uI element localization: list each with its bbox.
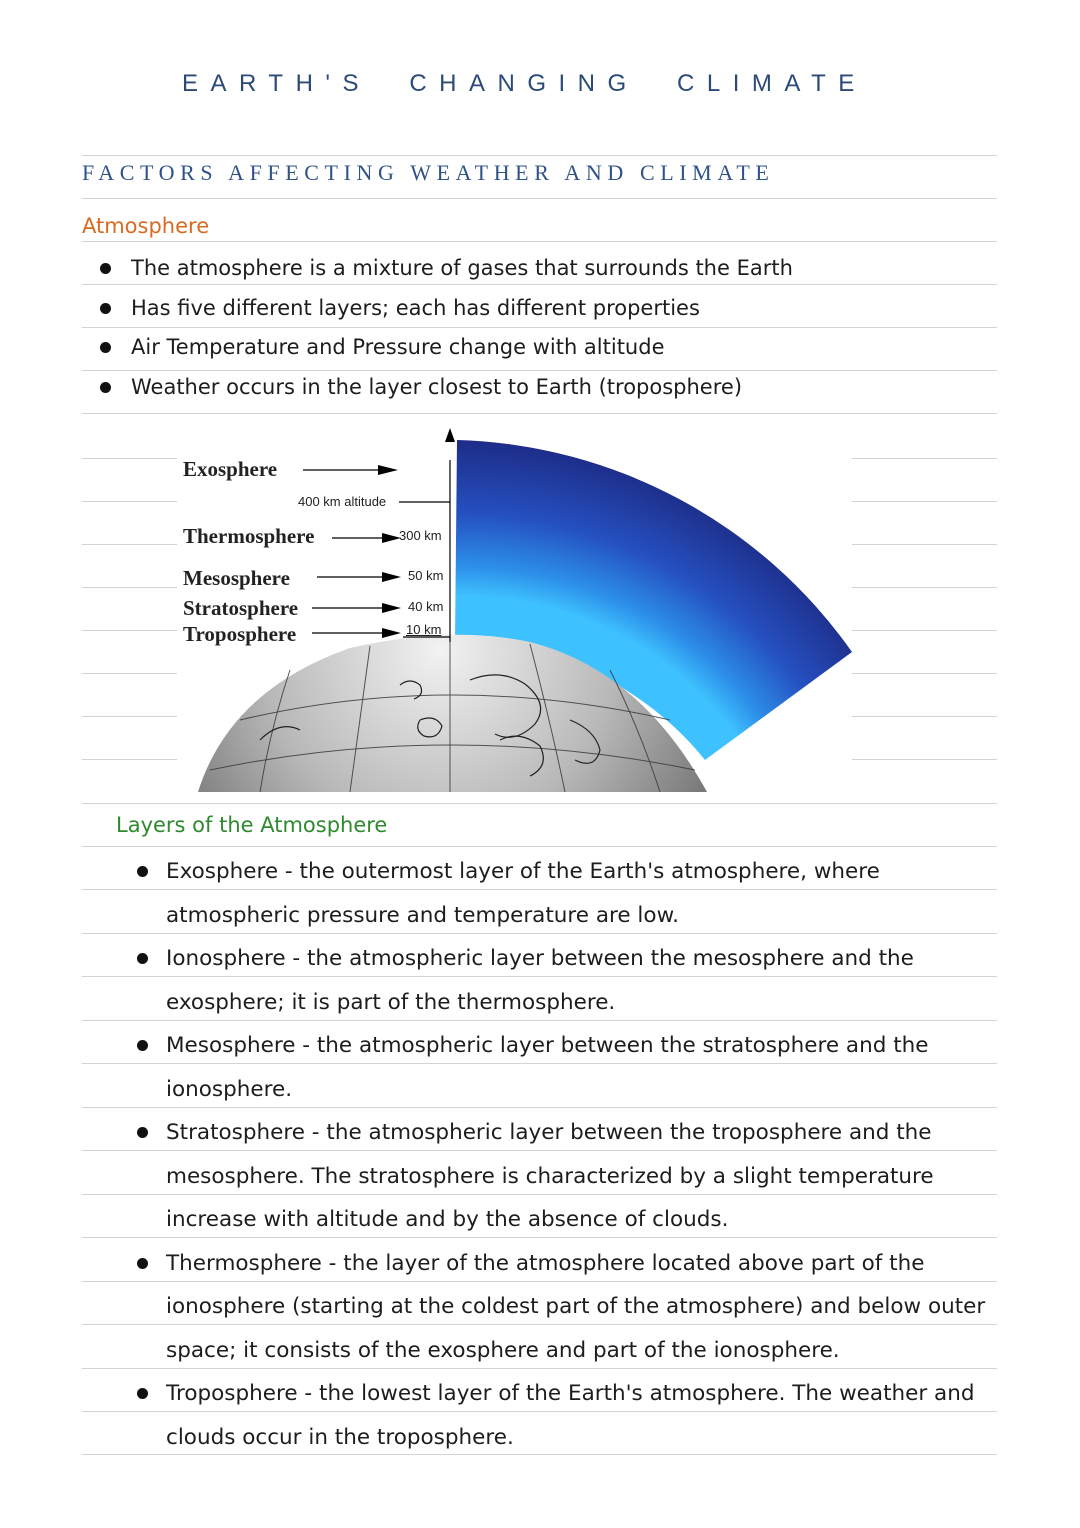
list-item: Troposphere - the lowest layer of the Earth's atmosphere. The weather and clouds occur in the troposphere.: [166, 1372, 1006, 1459]
label-exosphere: Exosphere: [183, 457, 278, 481]
layers-definition-list: [166, 850, 1006, 1459]
section-title: FACTORS AFFECTING WEATHER AND CLIMATE: [82, 160, 775, 185]
altitude-300: 300 km: [399, 528, 442, 543]
divider: [82, 155, 997, 156]
ruled-line: [82, 501, 177, 502]
list-item: Mesosphere - the atmospheric layer between the stratosphere and the ionosphere.: [166, 1024, 1006, 1111]
pointer-arrowheads: [378, 465, 401, 638]
list-item: Thermosphere - the layer of the atmosphere located above part of the ionosphere (starting at the coldest part of the atmosphere) and below outer space; it consists of the exosphere and part of the ionosphere.: [166, 1242, 1006, 1373]
label-stratosphere: Stratosphere: [183, 596, 299, 620]
ruled-line: [82, 673, 177, 674]
list-item: Has five different layers; each has different properties: [131, 289, 793, 329]
list-item: Air Temperature and Pressure change with altitude: [131, 328, 793, 368]
ruled-line: [82, 458, 177, 459]
label-mesosphere: Mesosphere: [183, 566, 290, 590]
atmosphere-layers-diagram: [170, 420, 870, 795]
ruled-line: [852, 587, 997, 588]
ruled-line: [82, 544, 177, 545]
altitude-400: 400 km altitude: [298, 494, 387, 509]
altitude-10: 10 km: [406, 622, 442, 637]
atmosphere-heading: Atmosphere: [82, 214, 210, 238]
ruled-line: [852, 759, 997, 760]
list-item: The atmosphere is a mixture of gases that surrounds the Earth: [131, 249, 793, 289]
altitude-40: 40 km: [408, 599, 444, 614]
ruled-line: [82, 803, 997, 804]
label-thermosphere: Thermosphere: [183, 524, 315, 548]
ruled-line: [852, 630, 997, 631]
ruled-line: [852, 544, 997, 545]
ruled-line: [82, 241, 997, 242]
ruled-line: [82, 846, 997, 847]
ruled-line: [82, 630, 177, 631]
altitude-50: 50 km: [408, 568, 444, 583]
list-item: Exosphere - the outermost layer of the Earth's atmosphere, where atmospheric pressure and temperature are low.: [166, 850, 1006, 937]
ruled-line: [852, 673, 997, 674]
ruled-line: [852, 458, 997, 459]
list-item: Weather occurs in the layer closest to Earth (troposphere): [131, 368, 793, 408]
divider: [82, 198, 997, 199]
ruled-line: [82, 759, 177, 760]
ruled-line: [82, 587, 177, 588]
altitude-arrow-icon: [445, 428, 455, 442]
ruled-line: [82, 716, 177, 717]
ruled-line: [82, 413, 997, 414]
page-title: EARTH'S CHANGING CLIMATE: [182, 70, 867, 97]
list-item: Stratosphere - the atmospheric layer between the troposphere and the mesosphere. The stratosphere is characterized by a slight temperature increase with altitude and by the absence of clouds.: [166, 1111, 1006, 1242]
atmosphere-bullet-list: [131, 249, 793, 407]
label-troposphere: Troposphere: [183, 622, 297, 646]
ruled-line: [852, 716, 997, 717]
layers-heading: Layers of the Atmosphere: [116, 813, 388, 837]
ruled-line: [852, 501, 997, 502]
list-item: Ionosphere - the atmospheric layer between the mesosphere and the exosphere; it is part of the thermosphere.: [166, 937, 1006, 1024]
